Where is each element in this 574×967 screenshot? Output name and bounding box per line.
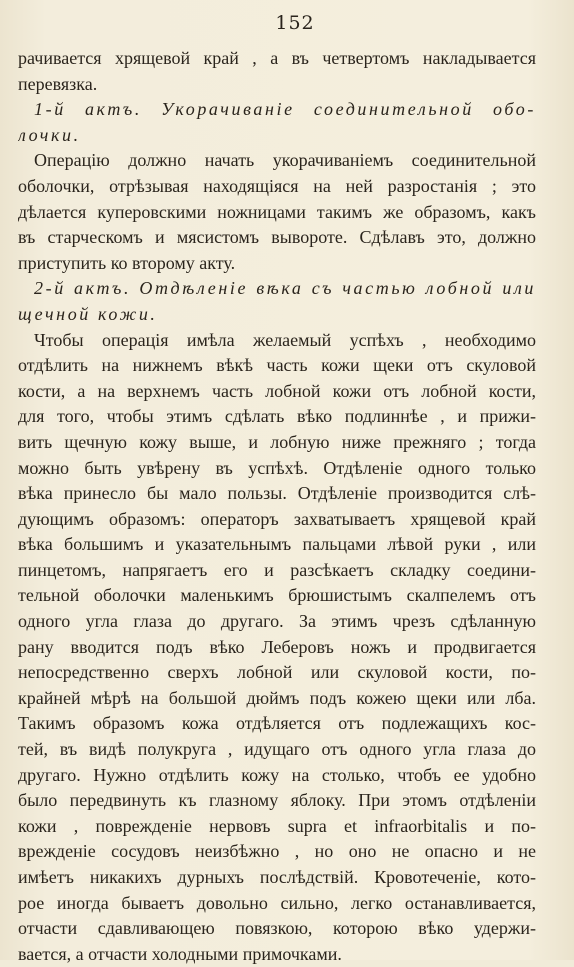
text-line: одного угла глаза до другаго. За этимъ чрезъ сдѣланную: [18, 611, 536, 632]
text-line: рачивается хрящевой край , а въ четвертомъ накладывается: [18, 48, 536, 68]
text-line: для того, чтобы этимъ сдѣлать вѣко подлиннѣе , и прижи-: [18, 406, 536, 427]
text-line: вить щечную кожу выше, и лобную ниже прежняго ; тогда: [18, 431, 536, 452]
text-line: въ старческомъ и мясистомъ вывороте. Сдѣлавъ это, должно: [18, 227, 536, 248]
section-heading-act-2-continued: щечной кожи.: [18, 303, 158, 324]
text-line: вается, а отчасти холодными примочками.: [18, 943, 342, 964]
text-line: кости, а на верхнемъ часть лобной кожи отъ лобной кости,: [18, 380, 536, 401]
text-line: отдѣлить на нижнемъ вѣкѣ часть кожи щеки отъ скуловой: [18, 355, 536, 376]
text-line: непосредственно сверхъ лобной или скуловой кости, по-: [18, 662, 536, 683]
text-line: оболочки, отрѣзывая находящіяся на ней разростанія ; это: [18, 175, 536, 196]
text-line: перевязка.: [18, 73, 98, 94]
page-number: 152: [275, 12, 315, 34]
text-line: пинцетомъ, напрягаетъ его и разсѣкаетъ складку соедини-: [18, 559, 536, 580]
text-line: дующимъ образомъ: операторъ захватываетъ хрящевой край: [18, 508, 536, 529]
text-line: Чтобы операція имѣла желаемый успѣхъ , необходимо: [34, 329, 536, 350]
text-line: вѣка большимъ и указательнымъ пальцами лѣвой руки , или: [18, 534, 536, 555]
text-line: рану вводится подъ вѣко Леберовъ ножъ и продвигается: [18, 636, 536, 657]
text-line: отчасти сдавливающею повязкою, которою вѣко удержи-: [18, 918, 536, 939]
text-line: рое иногда бываетъ довольно сильно, легко останавливается,: [18, 892, 536, 913]
text-line: дѣлается куперовскими ножницами такимъ же образомъ, какъ: [18, 201, 536, 222]
text-line: Операцію должно начать укорачиваніемъ соединительной: [34, 150, 536, 171]
text-line: было передвинуть къ глазному яблоку. При этомъ отдѣленіи: [18, 790, 536, 811]
text-line: тельной оболочки маленькимъ брюшистымъ скалпелемъ отъ: [18, 585, 536, 606]
text-line: имѣетъ никакихъ дурныхъ послѣдствій. Кровотеченіе, кото-: [18, 867, 536, 887]
text-line: кожи , поврежденіе нервовъ supra et infraorbitalis и по-: [18, 815, 536, 836]
section-heading-act-1-continued: лочки.: [18, 124, 81, 145]
text-line: тей, въ видѣ полукруга , идущаго отъ одного угла глаза до: [18, 739, 536, 760]
text-line: приступить ко второму акту.: [18, 252, 236, 273]
text-line: можно быть увѣрену въ успѣхѣ. Отдѣленіе одного только: [18, 457, 536, 478]
text-line: Такимъ образомъ кожа отдѣляется отъ подлежащихъ кос-: [18, 713, 536, 734]
text-line: врежденіе сосудовъ неизбѣжно , но оно не опасно и не: [18, 841, 536, 862]
section-heading-act-2: 2-й актъ. Отдѣленіе вѣка съ частью лобной или: [34, 278, 536, 299]
text-line: другаго. Нужно отдѣлить кожу на столько, чтобъ ее удобно: [18, 764, 536, 785]
text-line: крайней мѣрѣ на большой дюймъ подъ кожею щеки или лба.: [18, 687, 536, 708]
text-line: вѣка принесло бы мало пользы. Отдѣленіе производится слѣ-: [18, 483, 536, 504]
section-heading-act-1: 1-й актъ. Укорачиваніе соединительной обо-: [34, 99, 536, 120]
